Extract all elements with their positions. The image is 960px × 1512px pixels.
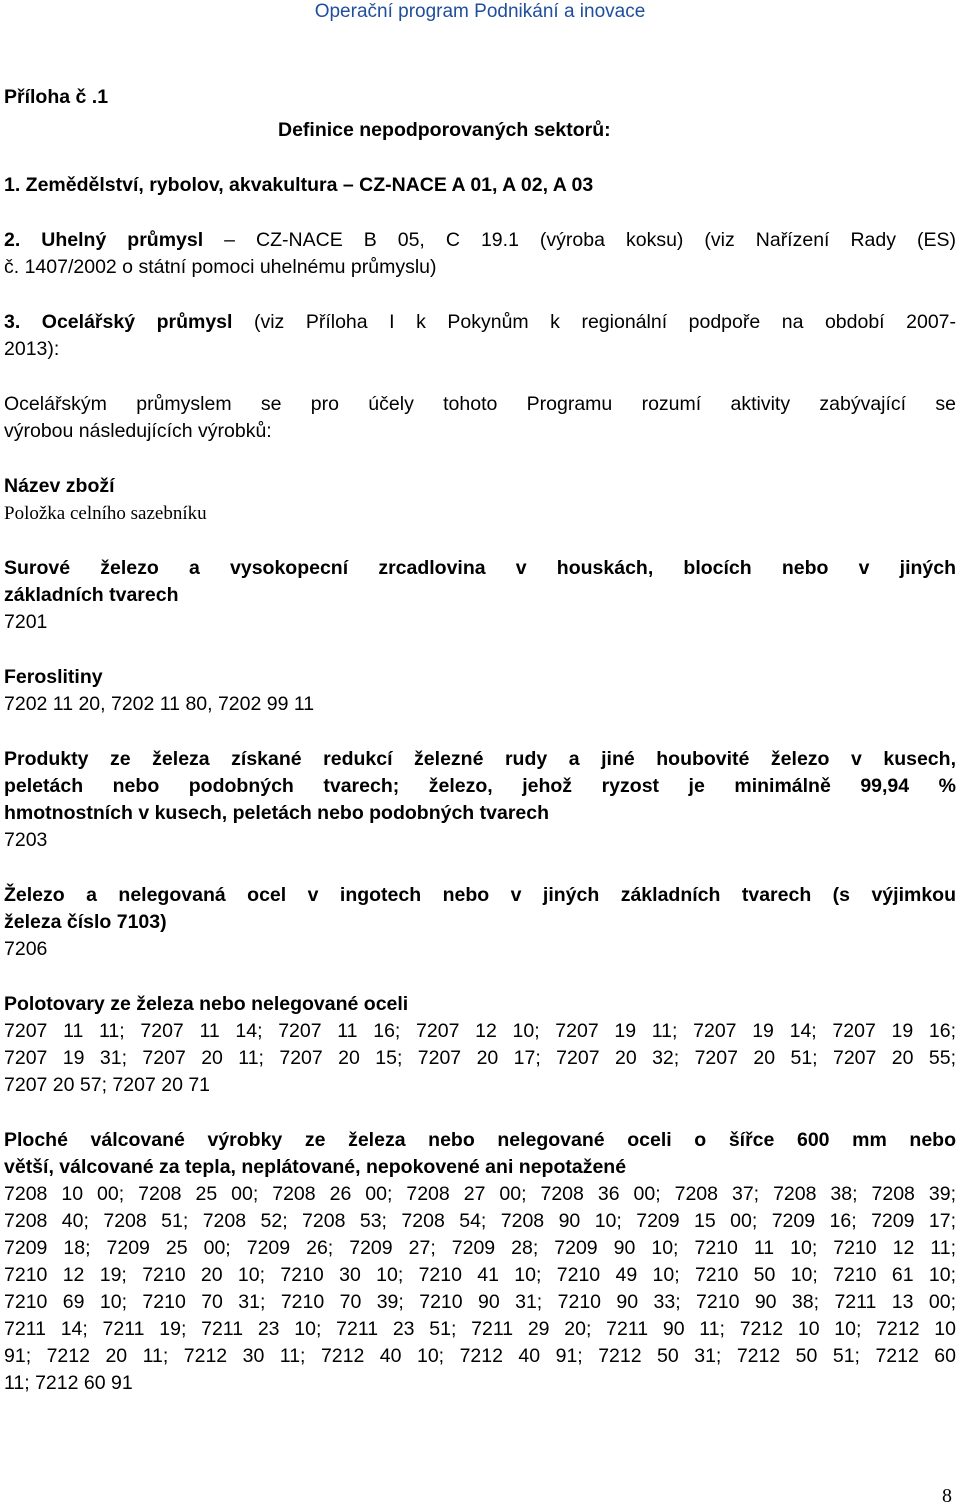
sector-item-3-line-2: 2013): (4, 338, 60, 360)
header-title: Operační program Podnikání a inovace (314, 1, 646, 22)
definition-line-2: výrobou následujících výrobků: (4, 420, 272, 442)
definition-line-1: Ocelářským průmyslem se pro účely tohoto Programu rozumí aktivity zabývající se (4, 393, 956, 415)
product-name-line: železa číslo 7103) (4, 911, 167, 933)
goods-name-heading: Název zboží (4, 475, 115, 497)
sector-item-2-line-2: č. 1407/2002 o státní pomoci uhelnému průmyslu) (4, 256, 437, 278)
page-number: 8 (942, 1485, 952, 1507)
appendix-title: Definice nepodporovaných sektorů: (278, 119, 611, 141)
product-code-line: 91; 7212 20 11; 7212 30 11; 7212 40 10; 7212 40 91; 7212 50 31; 7212 50 51; 7212 60 (4, 1345, 956, 1367)
sector-item-3-text: (viz Příloha I k Pokynům k regionální podpoře na období 2007- (232, 311, 957, 333)
product-entry-pig-iron (4, 555, 956, 636)
product-code-line: 7210 69 10; 7210 70 31; 7210 70 39; 7210 90 31; 7210 90 33; 7210 90 38; 7211 13 00; (4, 1291, 956, 1313)
product-code-line: 7201 (4, 611, 48, 633)
tariff-item-heading: Položka celního sazebníku (4, 503, 207, 524)
appendix-label: Příloha č .1 (4, 86, 109, 108)
column-headings (4, 473, 956, 527)
sector-item-3-heading: 3. Ocelářský průmysl (4, 311, 233, 333)
product-code-line: 7206 (4, 938, 48, 960)
product-name-line: Feroslitiny (4, 666, 103, 688)
document-header (0, 0, 960, 24)
product-code-line: 7209 18; 7209 25 00; 7209 26; 7209 27; 7209 28; 7209 90 10; 7210 11 10; 7210 12 11; (4, 1237, 956, 1259)
product-name-line: Produkty ze železa získané redukcí železné rudy a jiné houbovité železo v kusech, (4, 748, 956, 770)
sector-item-3-line-1 (4, 309, 956, 336)
product-code-line: 11; 7212 60 91 (4, 1372, 133, 1394)
product-entry-ferroalloys (4, 664, 956, 718)
definition-paragraph (4, 391, 956, 445)
product-code-line: 7210 12 19; 7210 20 10; 7210 30 10; 7210 41 10; 7210 49 10; 7210 50 10; 7210 61 10; (4, 1264, 956, 1286)
product-name-line: Surové železo a vysokopecní zrcadlovina v houskách, blocích nebo v jiných (4, 557, 956, 579)
product-code-line: 7207 11 11; 7207 11 14; 7207 11 16; 7207 12 10; 7207 19 11; 7207 19 14; 7207 19 16; (4, 1020, 956, 1042)
product-code-line: 7203 (4, 829, 48, 851)
product-entry-iron-ingots (4, 882, 956, 963)
product-code-line: 7202 11 20, 7202 11 80, 7202 99 11 (4, 693, 315, 715)
product-name-line: Ploché válcované výrobky ze železa nebo nelegované oceli o šířce 600 mm nebo (4, 1129, 956, 1151)
product-name-line: základních tvarech (4, 584, 179, 606)
product-name-line: peletách nebo podobných tvarech; železo, jehož ryzost je minimálně 99,94 % (4, 775, 956, 797)
product-name-line: větší, válcované za tepla, neplátované, nepokovené ani nepotažené (4, 1156, 627, 1178)
sector-item-2-heading: 2. Uhelný průmysl (4, 229, 204, 251)
product-entry-flat-rolled (4, 1127, 956, 1397)
product-code-line: 7211 14; 7211 19; 7211 23 10; 7211 23 51; 7211 29 20; 7211 90 11; 7212 10 10; 7212 10 (4, 1318, 956, 1340)
product-code-line: 7208 40; 7208 51; 7208 52; 7208 53; 7208 54; 7208 90 10; 7209 15 00; 7209 16; 7209 17; (4, 1210, 956, 1232)
product-name-line: Polotovary ze železa nebo nelegované oceli (4, 993, 409, 1015)
sector-item-2 (4, 227, 956, 281)
product-code-line: 7207 19 31; 7207 20 11; 7207 20 15; 7207 20 17; 7207 20 32; 7207 20 51; 7207 20 55; (4, 1047, 956, 1069)
product-code-line: 7207 20 57; 7207 20 71 (4, 1074, 211, 1096)
product-name-line: Železo a nelegovaná ocel v ingotech nebo v jiných základních tvarech (s výjimkou (4, 884, 956, 906)
sector-item-2-line-1 (4, 227, 956, 254)
sector-item-1: 1. Zemědělství, rybolov, akvakultura – CZ-NACE A 01, A 02, A 03 (4, 174, 594, 196)
product-entry-ferrous-products (4, 746, 956, 854)
product-entry-semi-finished (4, 991, 956, 1099)
page-content (4, 84, 956, 1397)
sector-item-3 (4, 309, 956, 363)
product-code-line: 7208 10 00; 7208 25 00; 7208 26 00; 7208 27 00; 7208 36 00; 7208 37; 7208 38; 7208 39; (4, 1183, 956, 1205)
product-name-line: hmotnostních v kusech, peletách nebo podobných tvarech (4, 802, 550, 824)
sector-item-2-text: – CZ-NACE B 05, C 19.1 (výroba koksu) (viz Nařízení Rady (ES) (203, 229, 957, 251)
